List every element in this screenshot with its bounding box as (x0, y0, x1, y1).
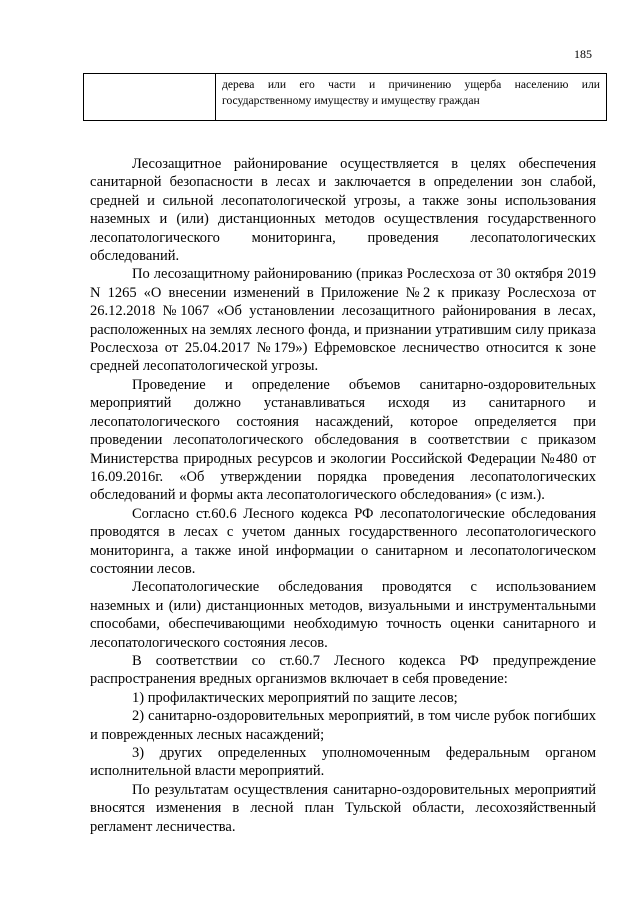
paragraph-article-60-7: В соответствии со ст.60.7 Лесного кодекса РФ предупреждение распространения вредных организмов включает в себя проведение: (90, 652, 596, 688)
list-item-1: 1) профилактических мероприятий по защите лесов; (132, 689, 458, 706)
paragraph-results: По результатам осуществления санитарно-оздоровительных мероприятий вносятся изменения в лесной план Тульской области, лесохозяйственный регламент лесничества. (90, 781, 596, 835)
table-cell-empty (84, 74, 216, 121)
paragraph-zoning-purpose: Лесозащитное районирование осуществляется в целях обеспечения санитарной безопасности в лесах и заключается в определении зон слабой, средней и сильной лесопатологической угрозы, а также зоны использования наземных и (или) дистанционных методов осуществления государственного лесопатологического мониторинга, проведения лесопатологических обследований. (90, 156, 596, 265)
paragraph-article-60-6: Согласно ст.60.6 Лесного кодекса РФ лесопатологические обследования проводятся в лесах с учетом данных государственного лесопатологического мониторинга, а также иной информации о санитарном и лесопатологическом состоянии лесов. (90, 505, 596, 577)
paragraph-survey-methods: Лесопатологические обследования проводятся с использованием наземных и (или) дистанционных методов, визуальными и инструментальными способами, обеспечивающими необходимую точность оценки санитарного и лесопатологического состояния лесов. (90, 579, 596, 651)
document-body (90, 155, 596, 836)
continued-table (83, 73, 607, 121)
paragraph-zoning-order: По лесозащитному районированию (приказ Рослесхоза от 30 октября 2019 N 1265 «О внесении изменений в Приложение №2 к приказу Рослесхоза от 26.12.2018 №1067 «Об установлении лесозащитного районирования в лесах, расположенных на землях лесного фонда, и признании утратившим силу приказа Рослесхоза от 25.04.2017 №179») Ефремовское лесничество относится к зоне средней лесопатологической угрозы. (90, 266, 596, 375)
table-cell-text: дерева или его части и причинению ущерба населению или государственному имуществу и имуществу граждан (216, 74, 607, 121)
paragraph-sanitary-measures: Проведение и определение объемов санитарно-оздоровительных мероприятий должно устанавливаться исходя из санитарного и лесопатологического состояния насаждений, которое определяется при проведении лесопатологического обследования в соответствии с приказом Министерства природных ресурсов и экологии Российской Федерации №480 от 16.09.2016г. «Об утверждении порядка проведения лесопатологических обследований и формы акта лесопатологического обследования» (с изм.). (90, 376, 596, 504)
table-row (84, 74, 607, 121)
page-number: 185 (574, 47, 592, 61)
list-item-3: 3) других определенных уполномоченным федеральным органом исполнительной власти мероприятий. (90, 745, 596, 780)
list-item-2: 2) санитарно-оздоровительных мероприятий, в том числе рубок погибших и поврежденных лесных насаждений; (90, 708, 596, 743)
